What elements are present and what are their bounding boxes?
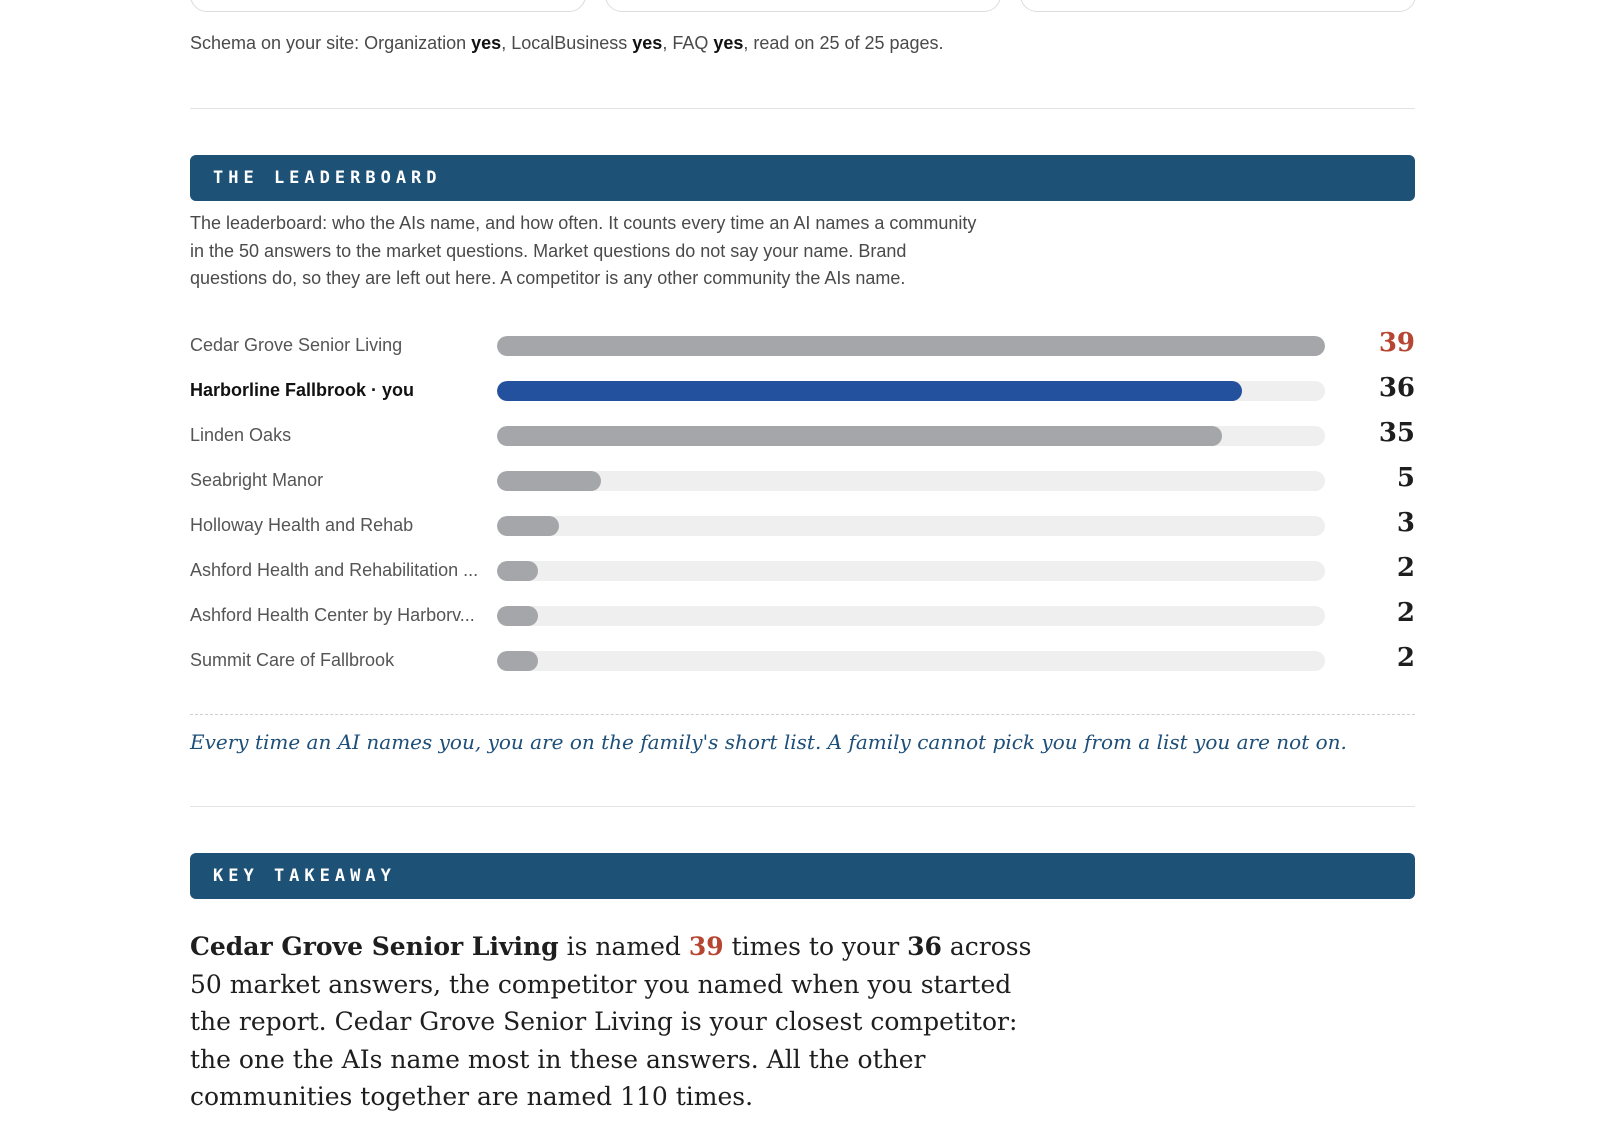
schema-status — [190, 33, 944, 54]
summary-card — [190, 0, 586, 12]
summary-card — [605, 0, 1001, 12]
leaderboard-title: THE LEADERBOARD — [213, 168, 442, 188]
community-name: Cedar Grove Senior Living — [190, 335, 403, 355]
bar-track — [497, 381, 1325, 401]
community-name: Linden Oaks — [190, 425, 292, 445]
dashed-divider — [190, 714, 1415, 715]
community-name: Ashford Health and Rehabilitation ... — [190, 560, 479, 580]
community-name: Holloway Health and Rehab — [190, 515, 414, 535]
leaderboard-row — [190, 590, 1415, 635]
leaderboard-intro: The leaderboard: who the AIs name, and how often. It counts every time an AI names a community in the 50 answers to the market questions. Market questions do not say your name. Brand questions do, so they are left out here. A competitor is any other community the AIs name. — [190, 213, 977, 288]
bar — [497, 606, 538, 626]
top-cards — [190, 0, 1415, 12]
mention-count: 2 — [1396, 643, 1415, 673]
competitor-name: Cedar Grove Senior Living — [190, 932, 559, 961]
takeaway-text — [190, 928, 1040, 1116]
leaderboard-row — [190, 410, 1415, 455]
bar-track — [497, 471, 1325, 491]
bar — [497, 651, 538, 671]
leaderboard-header — [190, 155, 1415, 201]
leaderboard-row — [190, 320, 1415, 365]
takeaway-fragment: is named — [558, 932, 689, 961]
mention-count: 36 — [1378, 373, 1415, 403]
bar-track — [497, 516, 1325, 536]
bar-track — [497, 336, 1325, 356]
schema-label: Schema on your site: Organization — [190, 33, 472, 53]
schema-pages-read: , read on 25 of 25 pages. — [743, 33, 944, 53]
community-name: Summit Care of Fallbrook — [190, 650, 395, 670]
mention-count: 2 — [1396, 598, 1415, 628]
takeaway-header — [190, 853, 1415, 899]
competitor-count: 39 — [688, 932, 724, 961]
leaderboard-row — [190, 500, 1415, 545]
leaderboard-quote: Every time an AI names you, you are on the family's short list. A family cannot pick you from a list you are not on. — [190, 730, 1347, 754]
leaderboard-row — [190, 635, 1415, 680]
mention-count: 3 — [1396, 508, 1415, 538]
schema-label: , LocalBusiness — [501, 33, 633, 53]
leaderboard-row — [190, 455, 1415, 500]
bar-track — [497, 651, 1325, 671]
bar — [497, 381, 1242, 401]
leaderboard-row — [190, 545, 1415, 590]
bar — [497, 336, 1325, 356]
takeaway-fragment: times to your — [723, 932, 908, 961]
schema-label: , FAQ — [662, 33, 714, 53]
leaderboard-row — [190, 365, 1415, 410]
schema-organization-value: yes — [471, 33, 502, 53]
mention-count: 35 — [1378, 418, 1415, 448]
leaderboard-chart — [190, 320, 1415, 680]
mention-count: 5 — [1396, 463, 1415, 493]
community-name: Seabright Manor — [190, 470, 324, 490]
community-name: Harborline Fallbrook · you — [190, 380, 415, 400]
mention-count: 39 — [1378, 328, 1415, 358]
takeaway-fragment: across 50 market answers, the competitor you named when you started the report. Cedar Grove Senior Living is your closest competitor: the one the AIs name most in these answers. All the other communities together are named 110 times. — [190, 932, 1032, 1111]
bar — [497, 561, 538, 581]
your-count: 36 — [907, 932, 942, 961]
bar-track — [497, 606, 1325, 626]
schema-faq-value: yes — [713, 33, 744, 53]
summary-card — [1020, 0, 1416, 12]
bar-track — [497, 426, 1325, 446]
mention-count: 2 — [1396, 553, 1415, 583]
bar — [497, 516, 559, 536]
bar — [497, 426, 1222, 446]
section-divider — [190, 108, 1415, 109]
bar-track — [497, 561, 1325, 581]
schema-localbusiness-value: yes — [632, 33, 663, 53]
section-divider — [190, 806, 1415, 807]
community-name: Ashford Health Center by Harborv... — [190, 605, 475, 625]
bar — [497, 471, 601, 491]
takeaway-title: KEY TAKEAWAY — [213, 866, 396, 886]
